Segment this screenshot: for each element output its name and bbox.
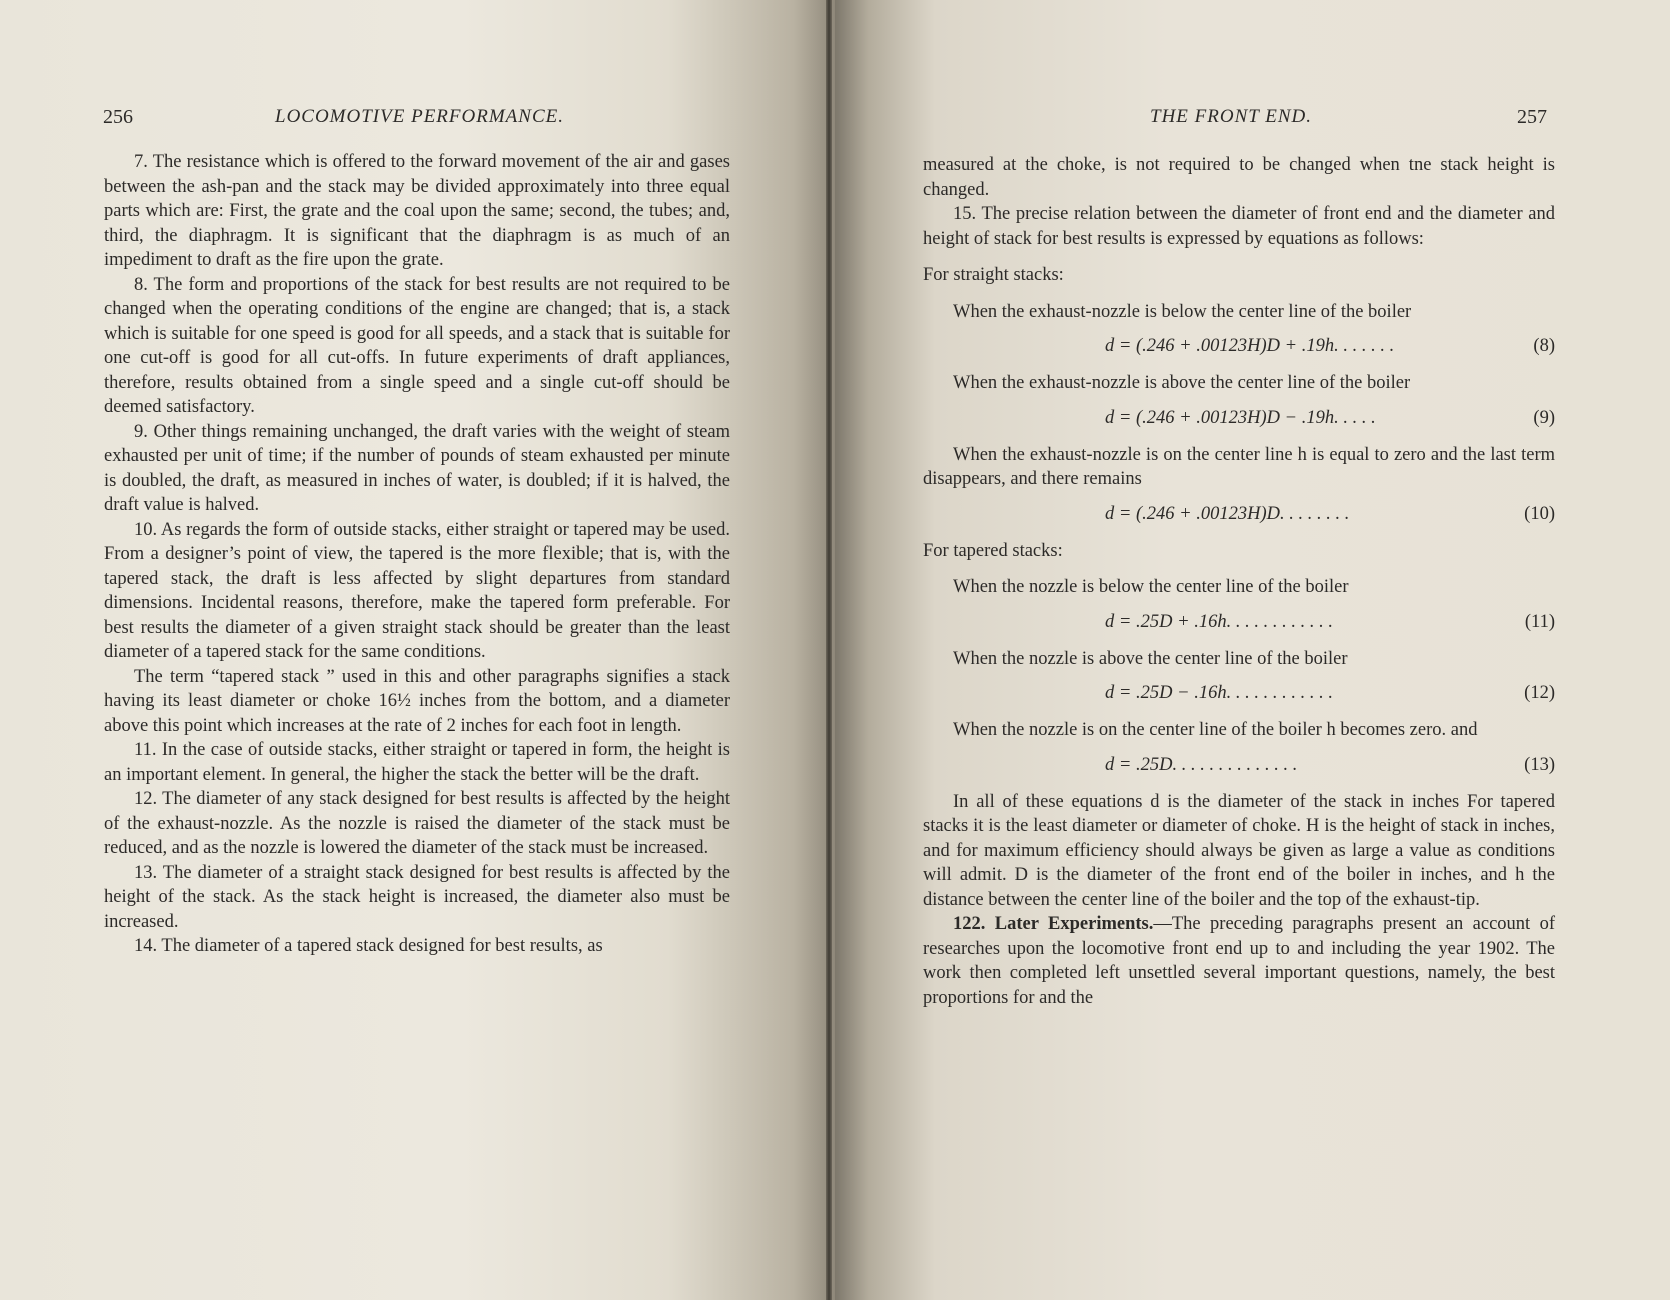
equation-formula: d = .25D − .16h. . . . . . . . . . . . bbox=[1105, 683, 1333, 703]
tapered-on-center-condition: When the nozzle is on the center line of the boiler h becomes zero. and bbox=[953, 720, 1478, 740]
right-page bbox=[835, 0, 1670, 1300]
running-title: LOCOMOTIVE PERFORMANCE. bbox=[275, 106, 564, 127]
equation-12 bbox=[923, 681, 1555, 706]
tapered-stacks-heading: For tapered stacks: bbox=[923, 540, 1063, 561]
paragraph-14: 14. The diameter of a tapered stack designed for best results, as bbox=[134, 936, 603, 956]
right-text-column bbox=[923, 153, 1555, 1010]
equation-number: (12) bbox=[1524, 683, 1555, 703]
paragraph-13: 13. The diameter of a straight stack designed for best results is affected by the height of the stack. As the stack height is increased, the diameter also must be increased. bbox=[104, 862, 730, 932]
variable-definitions: In all of these equations d is the diameter of the stack in inches For tapered stacks it is the least diameter or diameter of choke. H is the height of stack in inches, and for maximum efficiency should always be given as large a value as conditions will admit. D is the diameter of the front end of the boiler in inches, and h the distance between the center line of the boiler and the top of the exhaust-tip. bbox=[923, 791, 1555, 910]
equation-8 bbox=[923, 334, 1555, 359]
book-gutter bbox=[826, 0, 832, 1300]
equation-number: (13) bbox=[1524, 754, 1555, 775]
paragraph-10: 10. As regards the form of outside stacks, either straight or tapered may be used. From a designer’s point of view, the tapered is the more flexible; that is, with the tapered stack, the draft is less affected by slight departures from standard dimensions. Incidental reasons, therefore, make the tapered form preferable. For best results the diameter of a given straight stack should be greater than the least diameter of a tapered stack for the same conditions. bbox=[104, 519, 730, 662]
paragraph-11: 11. In the case of outside stacks, either straight or tapered in form, the height is an important element. In general, the higher the stack the better will be the draft. bbox=[104, 740, 730, 785]
paragraph-tapered-stack-term: The term “tapered stack ” used in this and other paragraphs signifies a stack having its least diameter or choke 16½ inches from the bottom, and a diameter above this point which increases at the rate of 2 inches for each foot in length. bbox=[104, 666, 730, 736]
section-heading: 122. Later Experiments. bbox=[953, 914, 1154, 934]
paragraph-12: 12. The diameter of any stack designed for best results is affected by the height of the exhaust-nozzle. As the nozzle is raised the diameter of the stack must be reduced, and as the nozzle is lowered the diameter of the stack must be increased. bbox=[104, 789, 730, 858]
straight-below-condition: When the exhaust-nozzle is below the center line of the boiler bbox=[953, 301, 1412, 322]
paragraph-9: 9. Other things remaining unchanged, the draft varies with the weight of steam exhausted per unit of time; if the number of pounds of steam exhausted per minute is doubled, the draft, as measured in inches of water, is doubled; if it is halved, the draft value is halved. bbox=[104, 421, 730, 515]
equation-formula: d = (.246 + .00123H)D − .19h. . . . . bbox=[1105, 407, 1376, 428]
equation-number: (10) bbox=[1524, 503, 1555, 524]
tapered-above-condition: When the nozzle is above the center line of the boiler bbox=[953, 648, 1348, 669]
straight-on-center-condition: When the exhaust-nozzle is on the center line h is equal to zero and the last term disappears, and there remains bbox=[923, 444, 1555, 489]
running-title: THE FRONT END. bbox=[1150, 106, 1312, 127]
paragraph-14-continued: measured at the choke, is not required to be changed when tne stack height is changed. bbox=[923, 155, 1555, 200]
left-text-column bbox=[104, 150, 730, 959]
equation-formula: d = .25D + .16h. . . . . . . . . . . . bbox=[1105, 611, 1333, 632]
equation-number: (8) bbox=[1533, 336, 1555, 356]
straight-above-condition: When the exhaust-nozzle is above the center line of the boiler bbox=[953, 373, 1411, 393]
paragraph-8: 8. The form and proportions of the stack for best results are not required to be changed when the operating conditions of the engine are changed; that is, a stack which is suitable for one speed is good for all speeds, and a stack that is suitable for one cut-off is good for all cut-offs. In future experiments of draft appliances, therefore, results obtained from a single speed and a single cut-off should be deemed satisfactory. bbox=[104, 274, 730, 417]
paragraph-7: 7. The resistance which is offered to the forward movement of the air and gases between the ash-pan and the stack may be divided approximately into three equal parts which are: First, the grate and the coal upon the same; second, the tubes; and, third, the diaphragm. It is significant that the diaphragm is as much of an impediment to draft as the fire upon the grate. bbox=[104, 152, 730, 270]
section-122 bbox=[923, 912, 1555, 1010]
section-text: —The preceding paragraphs present an account of researches upon the locomotive front end up to and including the year 1902. The work then completed left unsettled several important questions, namely, the best proportions for and the bbox=[923, 914, 1555, 1008]
equation-formula: d = .25D. . . . . . . . . . . . . . bbox=[1105, 754, 1298, 775]
equation-formula: d = (.246 + .00123H)D. . . . . . . . bbox=[1105, 503, 1350, 524]
equation-number: (11) bbox=[1524, 611, 1555, 632]
equation-number: (9) bbox=[1533, 407, 1555, 428]
paragraph-15: 15. The precise relation between the diameter of front end and the diameter and height of stack for best results is expressed by equations as follows: bbox=[923, 204, 1555, 249]
equation-formula: d = (.246 + .00123H)D + .19h. . . . . . . bbox=[1105, 336, 1395, 356]
equation-11 bbox=[923, 610, 1555, 635]
tapered-below-condition: When the nozzle is below the center line of the boiler bbox=[953, 577, 1349, 597]
page-number: 257 bbox=[1517, 106, 1547, 128]
equation-10 bbox=[923, 502, 1555, 527]
straight-stacks-heading: For straight stacks: bbox=[923, 265, 1064, 285]
equation-9 bbox=[923, 406, 1555, 431]
equation-13 bbox=[923, 753, 1555, 778]
page-number: 256 bbox=[103, 106, 133, 128]
